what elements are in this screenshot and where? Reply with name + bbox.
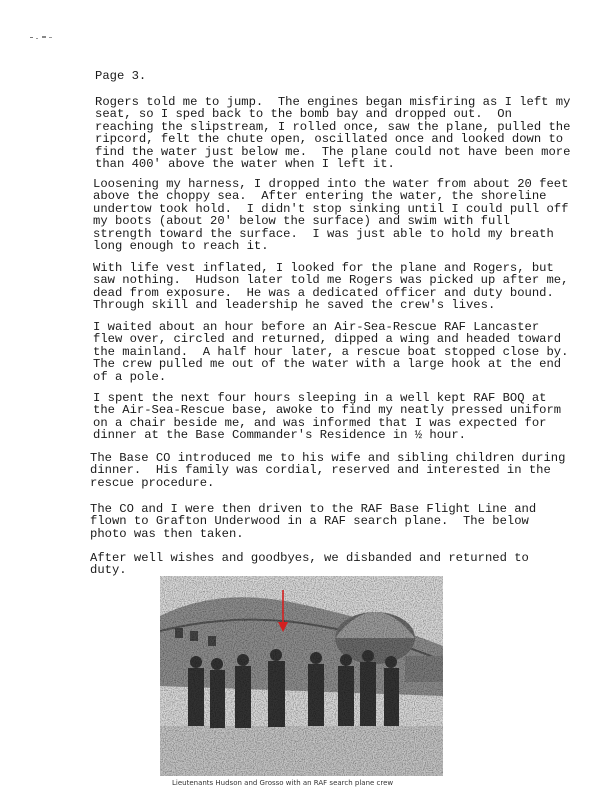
text-line: Rogers told me to jump. The engines began misfiring as I left my <box>95 95 571 109</box>
text-line: ripcord, felt the chute open, oscillated once and looked down to <box>95 132 564 147</box>
text-line: the Air-Sea-Rescue base, awoke to find my neatly pressed uniform <box>93 403 562 418</box>
paragraph-lancaster <box>93 321 568 383</box>
paragraph-dinner <box>90 452 565 489</box>
text-line: After well wishes and goodbyes, we disbanded and returned to <box>90 551 529 565</box>
text-line: saw nothing. Hudson later told me Rogers was picked up after me, <box>93 273 569 288</box>
paragraph-goodbyes <box>90 552 529 577</box>
text-line: duty. <box>90 563 127 578</box>
text-line: reaching the slipstream, I rolled once, saw the plane, pulled the <box>95 119 571 134</box>
text-line: dinner. His family was cordial, reserved and interested in the <box>90 463 551 478</box>
paragraph-harness <box>93 178 568 252</box>
text-line: The Base CO introduced me to his wife and sibling children during <box>90 451 566 465</box>
text-line: on a chair beside me, and was informed that I was expected for <box>93 415 547 430</box>
text-line: dead from exposure. He was a dedicated officer and duty bound. <box>93 285 554 300</box>
photo-grain <box>160 576 443 776</box>
paragraph-boq <box>93 392 561 442</box>
text-line: than 400' above the water when I left it. <box>95 157 395 172</box>
text-line: flew over, circled and returned, dipped a wing and headed toward <box>93 332 562 347</box>
text-line: I spent the next four hours sleeping in a well kept RAF BOQ at <box>93 391 547 405</box>
text-line: The CO and I were then driven to the RAF Base Flight Line and <box>90 502 537 516</box>
text-line: photo was then taken. <box>90 526 244 541</box>
text-line: seat, so I sped back to the bomb bay and dropped out. On <box>95 107 512 122</box>
text-line: of a pole. <box>93 369 167 384</box>
text-line: the mainland. A half hour later, a rescue boat stopped close by. <box>93 344 569 359</box>
text-line: Through skill and leadership he saved the crew's lives. <box>93 298 496 313</box>
crew-photo <box>160 576 443 776</box>
paragraph-vest <box>93 262 568 312</box>
photo-caption: Lieutenants Hudson and Grosso with an RAF search plane crew <box>172 779 394 787</box>
paragraph-flight <box>90 503 536 540</box>
text-line: strength toward the surface. I was just able to hold my breath <box>93 226 554 241</box>
text-line: dinner at the Base Commander's Residence in ½ hour. <box>93 428 466 443</box>
paragraph-jump <box>95 96 570 170</box>
text-line: undertow took hold. I didn't stop sinking until I could pull off <box>93 201 569 216</box>
text-line: find the water just below me. The plane could not have been more <box>95 144 571 159</box>
text-line: rescue procedure. <box>90 475 215 490</box>
text-line: With life vest inflated, I looked for the plane and Rogers, but <box>93 261 554 275</box>
text-line: The crew pulled me out of the water with a large hook at the end <box>93 357 562 372</box>
text-line: above the choppy sea. After entering the water, the shoreline <box>93 189 547 204</box>
scan-speck <box>30 36 60 40</box>
text-line: Loosening my harness, I dropped into the water from about 20 feet <box>93 177 569 191</box>
text-line: flown to Grafton Underwood in a RAF search plane. The below <box>90 514 529 529</box>
text-line: my boots (about 20' below the surface) and swim with full <box>93 214 510 229</box>
page-number: Page 3. <box>95 69 147 83</box>
text-line: long enough to reach it. <box>93 239 269 254</box>
text-line: I waited about an hour before an Air-Sea-Rescue RAF Lancaster <box>93 320 540 334</box>
